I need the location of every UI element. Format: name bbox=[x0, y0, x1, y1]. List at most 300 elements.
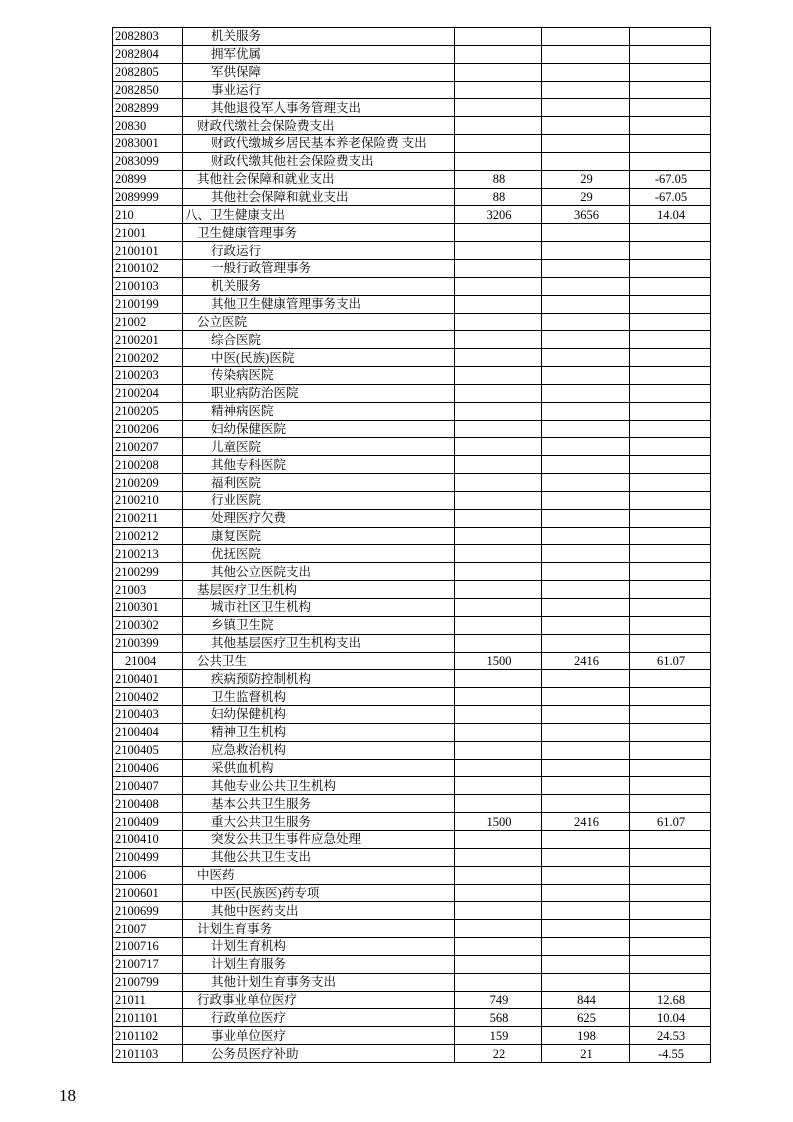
value-cell-2 bbox=[542, 509, 630, 527]
value-cell-1 bbox=[455, 723, 542, 741]
value-cell-2: 2416 bbox=[542, 652, 630, 670]
table-row bbox=[113, 402, 711, 420]
value-cell-1 bbox=[455, 259, 542, 277]
name-cell: 卫生监督机构 bbox=[183, 688, 455, 706]
value-cell-2: 29 bbox=[542, 170, 630, 188]
value-cell-3 bbox=[630, 384, 711, 402]
code-cell: 2082850 bbox=[113, 81, 183, 99]
code-cell: 2100210 bbox=[113, 491, 183, 509]
value-cell-3: -67.05 bbox=[630, 188, 711, 206]
table-row bbox=[113, 670, 711, 688]
name-cell: 卫生健康管理事务 bbox=[183, 224, 455, 242]
value-cell-1 bbox=[455, 545, 542, 563]
name-cell: 疾病预防控制机构 bbox=[183, 670, 455, 688]
name-cell: 其他退役军人事务管理支出 bbox=[183, 99, 455, 117]
code-cell: 2100209 bbox=[113, 474, 183, 492]
value-cell-1 bbox=[455, 349, 542, 367]
value-cell-2 bbox=[542, 723, 630, 741]
table-row bbox=[113, 295, 711, 313]
code-cell: 2100102 bbox=[113, 259, 183, 277]
value-cell-1 bbox=[455, 634, 542, 652]
code-cell: 2100208 bbox=[113, 456, 183, 474]
code-cell: 2100404 bbox=[113, 723, 183, 741]
table-row bbox=[113, 634, 711, 652]
code-cell: 2100403 bbox=[113, 706, 183, 724]
code-cell: 20830 bbox=[113, 117, 183, 135]
code-cell: 2100799 bbox=[113, 973, 183, 991]
value-cell-1 bbox=[455, 491, 542, 509]
value-cell-3 bbox=[630, 884, 711, 902]
name-cell: 重大公共卫生服务 bbox=[183, 813, 455, 831]
value-cell-1 bbox=[455, 117, 542, 135]
value-cell-2: 29 bbox=[542, 188, 630, 206]
value-cell-3 bbox=[630, 759, 711, 777]
value-cell-3 bbox=[630, 81, 711, 99]
value-cell-1 bbox=[455, 866, 542, 884]
name-cell: 妇幼保健医院 bbox=[183, 420, 455, 438]
value-cell-2 bbox=[542, 759, 630, 777]
code-cell: 2100402 bbox=[113, 688, 183, 706]
name-cell: 财政代缴社会保险费支出 bbox=[183, 117, 455, 135]
code-cell: 2100601 bbox=[113, 884, 183, 902]
name-cell: 精神卫生机构 bbox=[183, 723, 455, 741]
value-cell-2 bbox=[542, 866, 630, 884]
table-row bbox=[113, 866, 711, 884]
code-cell: 2100408 bbox=[113, 795, 183, 813]
value-cell-1 bbox=[455, 616, 542, 634]
name-cell: 其他社会保障和就业支出 bbox=[183, 170, 455, 188]
value-cell-3 bbox=[630, 670, 711, 688]
value-cell-1 bbox=[455, 688, 542, 706]
name-cell: 计划生育服务 bbox=[183, 955, 455, 973]
table-row bbox=[113, 545, 711, 563]
name-cell: 行政事业单位医疗 bbox=[183, 991, 455, 1009]
table-row bbox=[113, 920, 711, 938]
table-row bbox=[113, 759, 711, 777]
value-cell-1: 159 bbox=[455, 1027, 542, 1045]
name-cell: 综合医院 bbox=[183, 331, 455, 349]
value-cell-3 bbox=[630, 848, 711, 866]
code-cell: 2100410 bbox=[113, 830, 183, 848]
value-cell-3 bbox=[630, 830, 711, 848]
code-cell: 2100203 bbox=[113, 367, 183, 385]
table-row bbox=[113, 830, 711, 848]
value-cell-1 bbox=[455, 706, 542, 724]
value-cell-2 bbox=[542, 670, 630, 688]
table-row bbox=[113, 242, 711, 260]
value-cell-1 bbox=[455, 920, 542, 938]
table-row bbox=[113, 474, 711, 492]
code-cell: 2100699 bbox=[113, 902, 183, 920]
value-cell-1 bbox=[455, 384, 542, 402]
value-cell-3 bbox=[630, 313, 711, 331]
table-row bbox=[113, 563, 711, 581]
name-cell: 公务员医疗补助 bbox=[183, 1045, 455, 1063]
table-row bbox=[113, 152, 711, 170]
code-cell: 2082899 bbox=[113, 99, 183, 117]
value-cell-2 bbox=[542, 902, 630, 920]
value-cell-3 bbox=[630, 634, 711, 652]
code-cell: 2101103 bbox=[113, 1045, 183, 1063]
value-cell-2: 198 bbox=[542, 1027, 630, 1045]
name-cell: 公立医院 bbox=[183, 313, 455, 331]
table-row bbox=[113, 973, 711, 991]
budget-table bbox=[112, 27, 711, 1063]
name-cell: 基本公共卫生服务 bbox=[183, 795, 455, 813]
code-cell: 2100406 bbox=[113, 759, 183, 777]
value-cell-1 bbox=[455, 848, 542, 866]
table-row bbox=[113, 63, 711, 81]
value-cell-2 bbox=[542, 63, 630, 81]
name-cell: 乡镇卫生院 bbox=[183, 616, 455, 634]
code-cell: 21004 bbox=[113, 652, 183, 670]
table-row bbox=[113, 456, 711, 474]
value-cell-3 bbox=[630, 795, 711, 813]
value-cell-3 bbox=[630, 509, 711, 527]
value-cell-2 bbox=[542, 331, 630, 349]
value-cell-1 bbox=[455, 456, 542, 474]
value-cell-2 bbox=[542, 777, 630, 795]
code-cell: 2100205 bbox=[113, 402, 183, 420]
value-cell-3 bbox=[630, 527, 711, 545]
value-cell-1 bbox=[455, 830, 542, 848]
value-cell-3 bbox=[630, 135, 711, 153]
code-cell: 21003 bbox=[113, 581, 183, 599]
code-cell: 2100212 bbox=[113, 527, 183, 545]
value-cell-1 bbox=[455, 938, 542, 956]
code-cell: 210 bbox=[113, 206, 183, 224]
value-cell-1 bbox=[455, 242, 542, 260]
value-cell-2 bbox=[542, 581, 630, 599]
name-cell: 机关服务 bbox=[183, 28, 455, 46]
value-cell-1 bbox=[455, 902, 542, 920]
value-cell-3 bbox=[630, 866, 711, 884]
value-cell-2 bbox=[542, 45, 630, 63]
code-cell: 2100302 bbox=[113, 616, 183, 634]
value-cell-2 bbox=[542, 545, 630, 563]
table-row bbox=[113, 491, 711, 509]
value-cell-1 bbox=[455, 795, 542, 813]
value-cell-2 bbox=[542, 795, 630, 813]
value-cell-3 bbox=[630, 349, 711, 367]
value-cell-2 bbox=[542, 224, 630, 242]
value-cell-3 bbox=[630, 28, 711, 46]
value-cell-1 bbox=[455, 973, 542, 991]
value-cell-2 bbox=[542, 367, 630, 385]
value-cell-1: 3206 bbox=[455, 206, 542, 224]
code-cell: 2100213 bbox=[113, 545, 183, 563]
value-cell-3 bbox=[630, 438, 711, 456]
table-row bbox=[113, 170, 711, 188]
value-cell-2 bbox=[542, 456, 630, 474]
table-row bbox=[113, 884, 711, 902]
value-cell-1 bbox=[455, 81, 542, 99]
table-row bbox=[113, 741, 711, 759]
code-cell: 2100717 bbox=[113, 955, 183, 973]
value-cell-2 bbox=[542, 402, 630, 420]
value-cell-2 bbox=[542, 634, 630, 652]
value-cell-3 bbox=[630, 938, 711, 956]
name-cell: 计划生育事务 bbox=[183, 920, 455, 938]
value-cell-1 bbox=[455, 99, 542, 117]
value-cell-3: 10.04 bbox=[630, 1009, 711, 1027]
code-cell: 21011 bbox=[113, 991, 183, 1009]
value-cell-1: 1500 bbox=[455, 652, 542, 670]
table-row bbox=[113, 848, 711, 866]
code-cell: 2100405 bbox=[113, 741, 183, 759]
code-cell: 21002 bbox=[113, 313, 183, 331]
value-cell-1 bbox=[455, 509, 542, 527]
value-cell-2: 3656 bbox=[542, 206, 630, 224]
name-cell: 职业病防治医院 bbox=[183, 384, 455, 402]
value-cell-3: 14.04 bbox=[630, 206, 711, 224]
value-cell-3 bbox=[630, 474, 711, 492]
code-cell: 21001 bbox=[113, 224, 183, 242]
value-cell-3: -4.55 bbox=[630, 1045, 711, 1063]
table-row bbox=[113, 688, 711, 706]
code-cell: 2083001 bbox=[113, 135, 183, 153]
table-row bbox=[113, 188, 711, 206]
table-row bbox=[113, 349, 711, 367]
table-row bbox=[113, 777, 711, 795]
name-cell: 其他计划生育事务支出 bbox=[183, 973, 455, 991]
name-cell: 事业单位医疗 bbox=[183, 1027, 455, 1045]
budget-table-body bbox=[113, 28, 711, 1063]
code-cell: 2100301 bbox=[113, 599, 183, 617]
value-cell-2 bbox=[542, 527, 630, 545]
value-cell-3 bbox=[630, 723, 711, 741]
name-cell: 军供保障 bbox=[183, 63, 455, 81]
value-cell-1 bbox=[455, 527, 542, 545]
value-cell-1 bbox=[455, 438, 542, 456]
name-cell: 行政运行 bbox=[183, 242, 455, 260]
value-cell-3 bbox=[630, 367, 711, 385]
name-cell: 精神病医院 bbox=[183, 402, 455, 420]
value-cell-1 bbox=[455, 563, 542, 581]
code-cell: 2100204 bbox=[113, 384, 183, 402]
code-cell: 2100207 bbox=[113, 438, 183, 456]
name-cell: 八、卫生健康支出 bbox=[183, 206, 455, 224]
value-cell-3 bbox=[630, 741, 711, 759]
value-cell-2: 625 bbox=[542, 1009, 630, 1027]
table-row bbox=[113, 99, 711, 117]
value-cell-2 bbox=[542, 99, 630, 117]
table-row bbox=[113, 135, 711, 153]
name-cell: 处理医疗欠费 bbox=[183, 509, 455, 527]
code-cell: 2100499 bbox=[113, 848, 183, 866]
value-cell-1 bbox=[455, 331, 542, 349]
value-cell-2: 21 bbox=[542, 1045, 630, 1063]
name-cell: 其他卫生健康管理事务支出 bbox=[183, 295, 455, 313]
name-cell: 中医(民族医)药专项 bbox=[183, 884, 455, 902]
value-cell-1 bbox=[455, 135, 542, 153]
value-cell-3 bbox=[630, 259, 711, 277]
value-cell-1 bbox=[455, 599, 542, 617]
value-cell-3 bbox=[630, 706, 711, 724]
value-cell-3 bbox=[630, 777, 711, 795]
value-cell-1 bbox=[455, 670, 542, 688]
value-cell-2 bbox=[542, 135, 630, 153]
value-cell-2 bbox=[542, 117, 630, 135]
value-cell-2 bbox=[542, 973, 630, 991]
value-cell-2 bbox=[542, 259, 630, 277]
code-cell: 2082804 bbox=[113, 45, 183, 63]
value-cell-1 bbox=[455, 420, 542, 438]
name-cell: 基层医疗卫生机构 bbox=[183, 581, 455, 599]
table-row bbox=[113, 991, 711, 1009]
name-cell: 传染病医院 bbox=[183, 367, 455, 385]
table-row bbox=[113, 955, 711, 973]
value-cell-1 bbox=[455, 152, 542, 170]
value-cell-1 bbox=[455, 224, 542, 242]
value-cell-1 bbox=[455, 313, 542, 331]
name-cell: 儿童医院 bbox=[183, 438, 455, 456]
value-cell-1: 1500 bbox=[455, 813, 542, 831]
name-cell: 财政代缴城乡居民基本养老保险费 支出 bbox=[183, 135, 455, 153]
name-cell: 事业运行 bbox=[183, 81, 455, 99]
value-cell-2 bbox=[542, 438, 630, 456]
code-cell: 2100399 bbox=[113, 634, 183, 652]
code-cell: 2082805 bbox=[113, 63, 183, 81]
code-cell: 2100716 bbox=[113, 938, 183, 956]
value-cell-2 bbox=[542, 920, 630, 938]
value-cell-3 bbox=[630, 117, 711, 135]
name-cell: 其他专业公共卫生机构 bbox=[183, 777, 455, 795]
value-cell-3 bbox=[630, 955, 711, 973]
table-row bbox=[113, 1027, 711, 1045]
table-row bbox=[113, 313, 711, 331]
table-row bbox=[113, 420, 711, 438]
table-row bbox=[113, 795, 711, 813]
table-row bbox=[113, 599, 711, 617]
code-cell: 2101101 bbox=[113, 1009, 183, 1027]
value-cell-2 bbox=[542, 313, 630, 331]
value-cell-3: 24.53 bbox=[630, 1027, 711, 1045]
value-cell-1: 22 bbox=[455, 1045, 542, 1063]
value-cell-1 bbox=[455, 63, 542, 81]
value-cell-1 bbox=[455, 884, 542, 902]
value-cell-2: 844 bbox=[542, 991, 630, 1009]
name-cell: 拥军优属 bbox=[183, 45, 455, 63]
name-cell: 中医(民族)医院 bbox=[183, 349, 455, 367]
value-cell-3 bbox=[630, 402, 711, 420]
code-cell: 2089999 bbox=[113, 188, 183, 206]
name-cell: 妇幼保健机构 bbox=[183, 706, 455, 724]
table-row bbox=[113, 28, 711, 46]
name-cell: 其他公立医院支出 bbox=[183, 563, 455, 581]
table-row bbox=[113, 206, 711, 224]
name-cell: 应急救治机构 bbox=[183, 741, 455, 759]
value-cell-1 bbox=[455, 777, 542, 795]
value-cell-2 bbox=[542, 741, 630, 759]
value-cell-2 bbox=[542, 81, 630, 99]
value-cell-3 bbox=[630, 456, 711, 474]
value-cell-2 bbox=[542, 28, 630, 46]
table-row bbox=[113, 277, 711, 295]
code-cell: 21007 bbox=[113, 920, 183, 938]
name-cell: 行业医院 bbox=[183, 491, 455, 509]
value-cell-2 bbox=[542, 420, 630, 438]
value-cell-3 bbox=[630, 277, 711, 295]
value-cell-2 bbox=[542, 830, 630, 848]
code-cell: 2100201 bbox=[113, 331, 183, 349]
value-cell-3 bbox=[630, 545, 711, 563]
value-cell-1: 568 bbox=[455, 1009, 542, 1027]
name-cell: 一般行政管理事务 bbox=[183, 259, 455, 277]
table-row bbox=[113, 1045, 711, 1063]
name-cell: 城市社区卫生机构 bbox=[183, 599, 455, 617]
value-cell-2 bbox=[542, 955, 630, 973]
name-cell: 优抚医院 bbox=[183, 545, 455, 563]
value-cell-1 bbox=[455, 955, 542, 973]
name-cell: 其他公共卫生支出 bbox=[183, 848, 455, 866]
table-row bbox=[113, 652, 711, 670]
value-cell-2 bbox=[542, 295, 630, 313]
value-cell-3 bbox=[630, 599, 711, 617]
value-cell-2 bbox=[542, 848, 630, 866]
name-cell: 公共卫生 bbox=[183, 652, 455, 670]
value-cell-2 bbox=[542, 884, 630, 902]
name-cell: 中医药 bbox=[183, 866, 455, 884]
value-cell-1 bbox=[455, 367, 542, 385]
value-cell-3 bbox=[630, 45, 711, 63]
value-cell-3 bbox=[630, 973, 711, 991]
value-cell-3 bbox=[630, 295, 711, 313]
value-cell-3 bbox=[630, 581, 711, 599]
value-cell-1 bbox=[455, 277, 542, 295]
code-cell: 2100206 bbox=[113, 420, 183, 438]
value-cell-3 bbox=[630, 242, 711, 260]
code-cell: 2100407 bbox=[113, 777, 183, 795]
table-row bbox=[113, 259, 711, 277]
value-cell-3 bbox=[630, 224, 711, 242]
name-cell: 机关服务 bbox=[183, 277, 455, 295]
value-cell-3 bbox=[630, 420, 711, 438]
value-cell-1: 88 bbox=[455, 170, 542, 188]
table-row bbox=[113, 331, 711, 349]
table-row bbox=[113, 723, 711, 741]
code-cell: 21006 bbox=[113, 866, 183, 884]
table-row bbox=[113, 367, 711, 385]
value-cell-1: 749 bbox=[455, 991, 542, 1009]
table-row bbox=[113, 45, 711, 63]
table-row bbox=[113, 117, 711, 135]
table-row bbox=[113, 616, 711, 634]
name-cell: 突发公共卫生事件应急处理 bbox=[183, 830, 455, 848]
value-cell-3 bbox=[630, 63, 711, 81]
value-cell-3 bbox=[630, 99, 711, 117]
value-cell-1 bbox=[455, 45, 542, 63]
table-row bbox=[113, 509, 711, 527]
value-cell-3: -67.05 bbox=[630, 170, 711, 188]
value-cell-1 bbox=[455, 402, 542, 420]
value-cell-2 bbox=[542, 491, 630, 509]
name-cell: 其他社会保障和就业支出 bbox=[183, 188, 455, 206]
table-row bbox=[113, 527, 711, 545]
value-cell-1: 88 bbox=[455, 188, 542, 206]
value-cell-1 bbox=[455, 28, 542, 46]
value-cell-2 bbox=[542, 152, 630, 170]
table-row bbox=[113, 581, 711, 599]
value-cell-2: 2416 bbox=[542, 813, 630, 831]
value-cell-3 bbox=[630, 616, 711, 634]
name-cell: 康复医院 bbox=[183, 527, 455, 545]
value-cell-2 bbox=[542, 616, 630, 634]
table-row bbox=[113, 813, 711, 831]
name-cell: 其他中医药支出 bbox=[183, 902, 455, 920]
value-cell-2 bbox=[542, 599, 630, 617]
table-row bbox=[113, 706, 711, 724]
